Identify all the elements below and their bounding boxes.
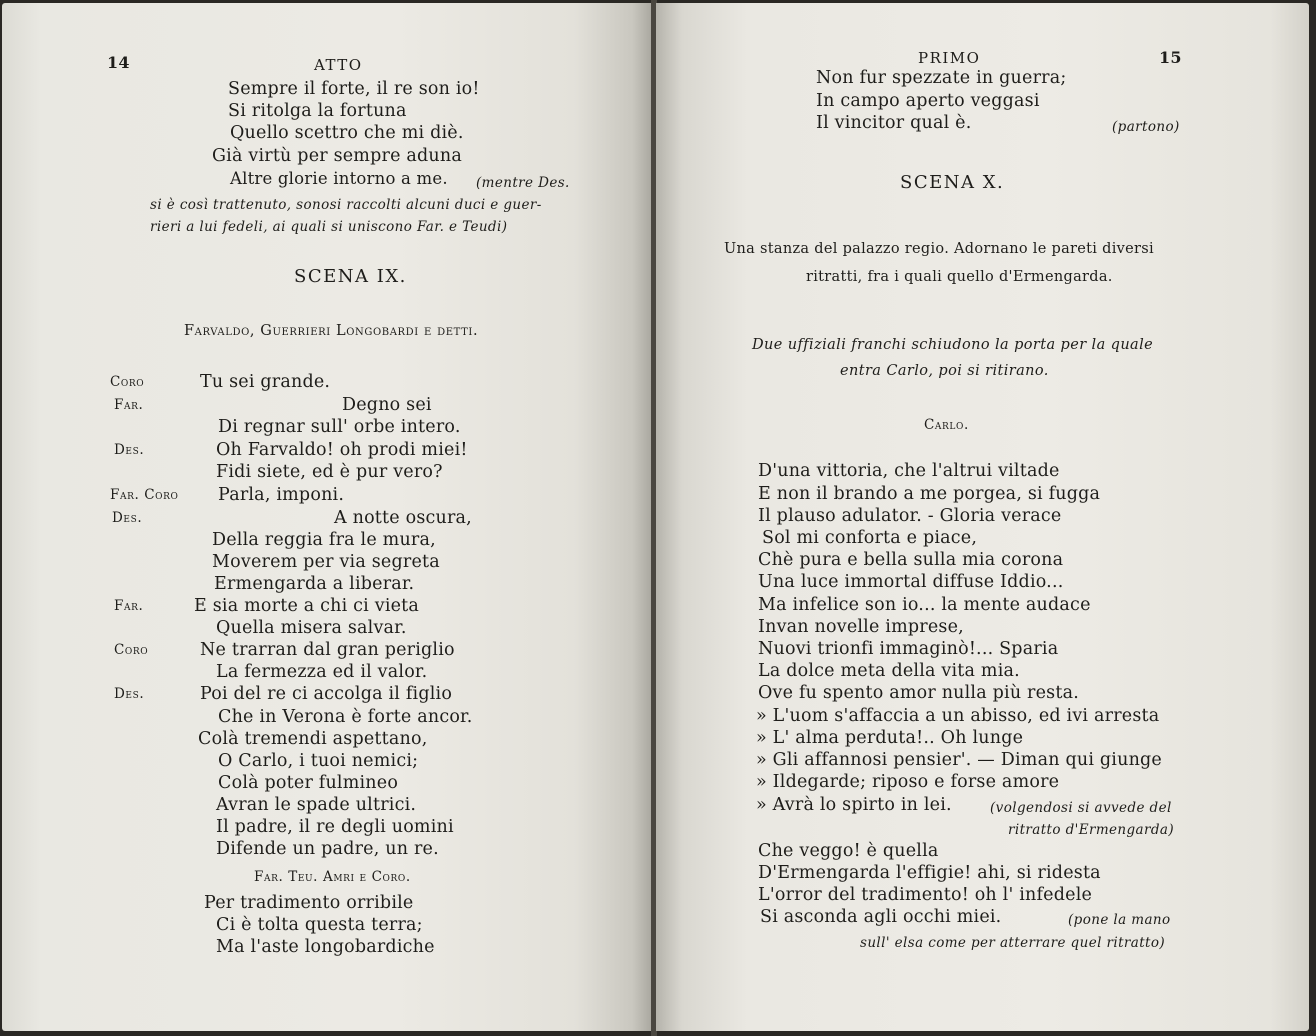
dialogue-line: Colà tremendi aspettano, <box>198 729 428 749</box>
stage-direction: Due uffiziali franchi schiudono la porta per la quale <box>752 337 1154 353</box>
monologue-line: L'orror del tradimento! oh l' infedele <box>758 885 1093 905</box>
dialogue-line: Degno sei <box>342 395 432 415</box>
verse-line: Sempre il forte, il re son io! <box>228 79 480 99</box>
monologue-line: Il plauso adulator. - Gloria verace <box>758 506 1062 526</box>
monologue-line: Una luce immortal diffuse Iddio... <box>758 572 1064 592</box>
dialogue-line: Ne trarran dal gran periglio <box>200 640 455 660</box>
speaker-label: Carlo. <box>924 417 969 433</box>
stage-direction: (pone la mano <box>1068 912 1171 928</box>
monologue-line: Sol mi conforta e piace, <box>762 528 978 548</box>
dialogue-line: Quella misera salvar. <box>216 618 407 638</box>
setting-description: ritratti, fra i quali quello d'Ermengarda. <box>806 269 1113 285</box>
dialogue-line: Poi del re ci accolga il figlio <box>200 684 453 704</box>
verse-line: Non fur spezzate in guerra; <box>816 68 1067 88</box>
dialogue-line: Tu sei grande. <box>200 372 331 392</box>
monologue-line: Nuovi trionfi immaginò!... Sparia <box>758 639 1059 659</box>
dialogue-line: A notte oscura, <box>334 508 472 528</box>
monologue-line: D'Ermengarda l'effigie! ahi, si ridesta <box>758 863 1101 883</box>
scene-title: SCENA IX. <box>294 266 407 287</box>
monologue-line: » Ildegarde; riposo e forse amore <box>756 772 1060 792</box>
monologue-line: » L'uom s'affaccia a un abisso, ed ivi arresta <box>756 706 1160 726</box>
running-head: PRIMO <box>918 49 981 67</box>
dialogue-line: Di regnar sull' orbe intero. <box>218 417 461 437</box>
monologue-line: Si asconda agli occhi miei. <box>760 907 1002 927</box>
right-page <box>656 3 1309 1031</box>
dialogue-line: Avran le spade ultrici. <box>216 795 417 815</box>
monologue-line: Ma infelice son io... la mente audace <box>758 595 1091 615</box>
speaker-label: Des. <box>114 686 145 702</box>
stage-direction: rieri a lui fedeli, ai quali si uniscono Far. e Teudi) <box>150 219 508 235</box>
left-page <box>2 3 652 1031</box>
dialogue-line: Parla, imponi. <box>218 485 345 505</box>
stage-direction: (mentre Des. <box>476 175 570 191</box>
page-number: 15 <box>1159 48 1182 67</box>
dialogue-line: O Carlo, i tuoi nemici; <box>218 751 419 771</box>
speaker-label: Coro <box>110 374 145 390</box>
monologue-line: D'una vittoria, che l'altrui viltade <box>758 461 1060 481</box>
dialogue-line: Colà poter fulmineo <box>218 773 399 793</box>
dialogue-line: Difende un padre, un re. <box>216 839 439 859</box>
monologue-line: » Avrà lo spirto in lei. <box>756 795 952 815</box>
dialogue-line: Moverem per via segreta <box>212 552 440 572</box>
dialogue-line: Il padre, il re degli uomini <box>216 817 454 837</box>
dialogue-line: Fidi siete, ed è pur vero? <box>216 462 443 482</box>
speaker-label: Far. Coro <box>110 487 179 503</box>
monologue-line: Che veggo! è quella <box>758 841 939 861</box>
monologue-line: Invan novelle imprese, <box>758 617 964 637</box>
verse-line: Ma l'aste longobardiche <box>216 937 435 957</box>
verse-line: Quello scettro che mi diè. <box>230 123 464 143</box>
dialogue-line: E sia morte a chi ci vieta <box>194 596 420 616</box>
dialogue-line: La fermezza ed il valor. <box>216 662 428 682</box>
dialogue-line: Che in Verona è forte ancor. <box>218 707 473 727</box>
verse-line: In campo aperto veggasi <box>816 91 1040 111</box>
stage-direction: ritratto d'Ermengarda) <box>1008 822 1175 838</box>
verse-line: Altre glorie intorno a me. <box>230 169 448 188</box>
monologue-line: La dolce meta della vita mia. <box>758 661 1020 681</box>
group-speaker: Far. Teu. Amri e Coro. <box>254 869 411 885</box>
setting-description: Una stanza del palazzo regio. Adornano le pareti diversi <box>724 241 1154 257</box>
stage-direction: (partono) <box>1112 119 1180 135</box>
speaker-label: Des. <box>114 442 145 458</box>
stage-direction: entra Carlo, poi si ritirano. <box>840 363 1049 379</box>
running-head: ATTO <box>314 56 363 74</box>
verse-line: Il vincitor qual è. <box>816 113 972 133</box>
stage-direction: sull' elsa come per atterrare quel ritratto) <box>860 935 1166 951</box>
verse-line: Già virtù per sempre aduna <box>212 146 463 166</box>
monologue-line: E non il brando a me porgea, si fugga <box>758 484 1101 504</box>
monologue-line: » Gli affannosi pensier'. — Diman qui giunge <box>756 750 1162 770</box>
character-list: Farvaldo, Guerrieri Longobardi e detti. <box>184 323 479 339</box>
verse-line: Ci è tolta questa terra; <box>216 915 423 935</box>
dialogue-line: Oh Farvaldo! oh prodi miei! <box>216 440 468 460</box>
dialogue-line: Ermengarda a liberar. <box>214 574 415 594</box>
speaker-label: Far. <box>114 598 144 614</box>
scene-title: SCENA X. <box>900 172 1005 193</box>
speaker-label: Far. <box>114 397 144 413</box>
verse-line: Si ritolga la fortuna <box>228 101 407 121</box>
speaker-label: Des. <box>112 510 143 526</box>
dialogue-line: Della reggia fra le mura, <box>212 530 436 550</box>
monologue-line: » L' alma perduta!.. Oh lunge <box>756 728 1024 748</box>
monologue-line: Ove fu spento amor nulla più resta. <box>758 683 1079 703</box>
verse-line: Per tradimento orribile <box>204 893 414 913</box>
speaker-label: Coro <box>114 642 149 658</box>
page-number: 14 <box>107 53 130 72</box>
stage-direction: si è così trattenuto, sonosi raccolti alcuni duci e guer- <box>150 197 542 213</box>
monologue-line: Chè pura e bella sulla mia corona <box>758 550 1064 570</box>
stage-direction: (volgendosi si avvede del <box>990 800 1172 816</box>
